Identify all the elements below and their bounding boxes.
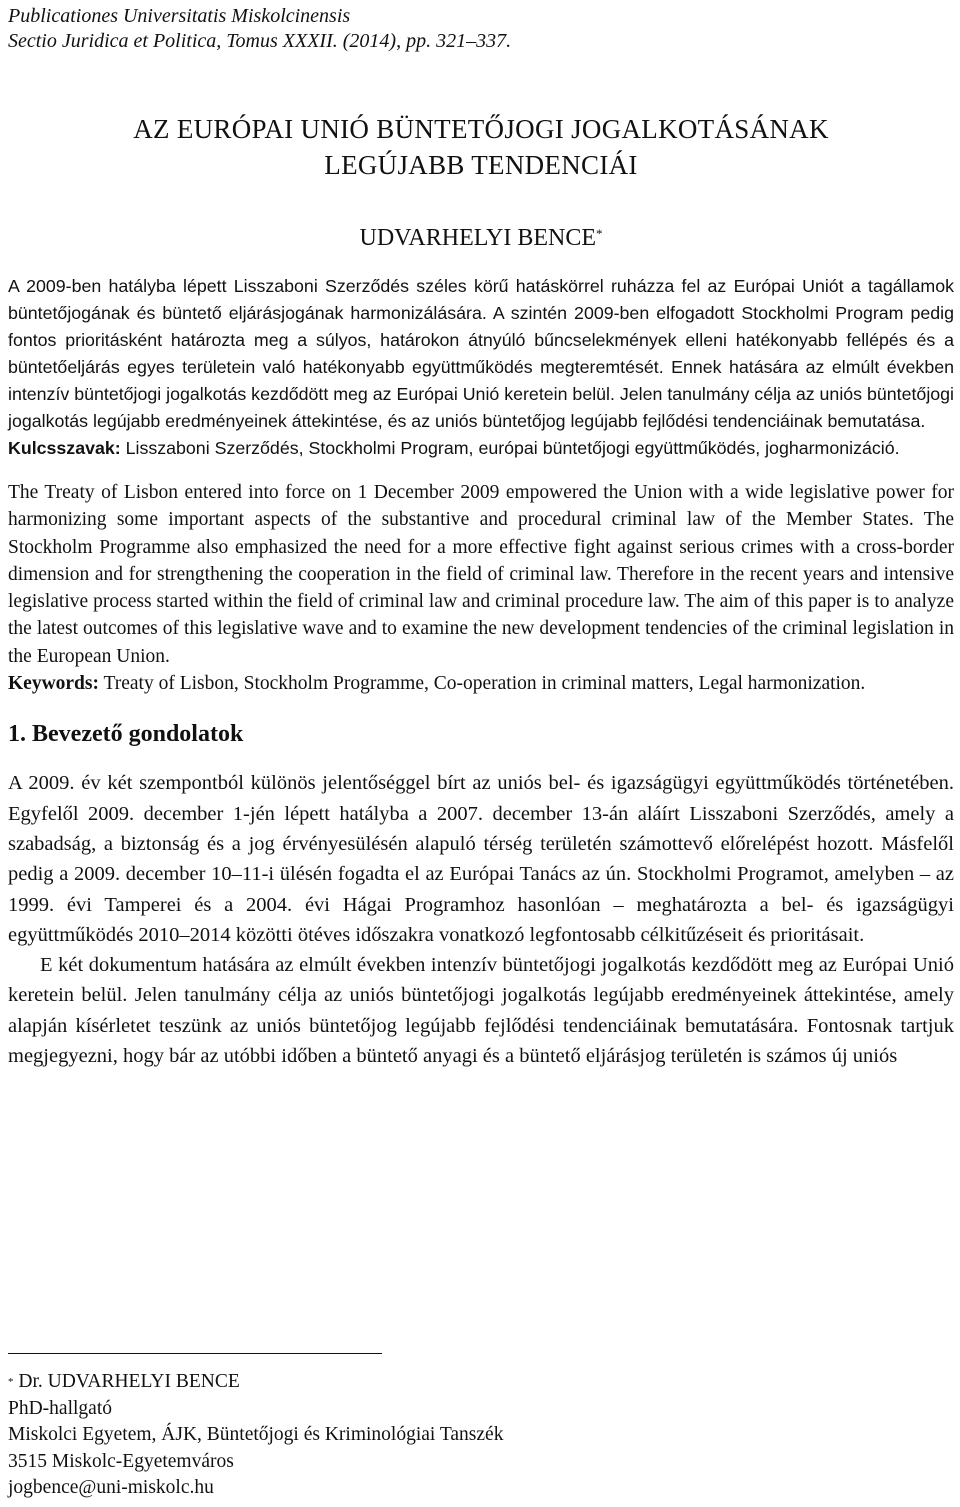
journal-header [8, 4, 954, 54]
section-heading: 1. Bevezető gondolatok [8, 721, 244, 748]
abstract-english [8, 479, 954, 697]
keywords-en [8, 670, 954, 697]
journal-name: Publicationes Universitatis Miskolcinensis [8, 5, 351, 27]
author-footnote-mark: * [595, 226, 603, 241]
abstract-hungarian [8, 273, 954, 462]
keywords-en-text: Treaty of Lisbon, Stockholm Programme, Co-operation in criminal matters, Legal harmonization. [99, 673, 866, 695]
section-body [8, 768, 954, 1071]
abstract-hu-text: A 2009-ben hatályba lépett Lisszaboni Szerződés széles körű hatáskörrel ruházza fel az Európai Uniót a tagállamok büntetőjogának és büntető eljárásjogának harmonizálására. A szintén 2009-ben elfogadott Stockholmi Program pedig fontos prioritásként határozta meg a súlyos, határokon átnyúló bűncselekmények elleni hatékonyabb fellépés és a büntetőeljárás egyes területein való hatékonyabb együttműködés megteremtését. Ennek hatására az elmúlt években intenzív büntetőjogi jogalkotás kezdődött meg az Európai Unió keretein belül. Jelen tanulmány célja az uniós büntetőjogi jogalkotás legújabb eredményeinek áttekintése, és az uniós büntetőjog legújabb fejlődési tendenciáinak bemutatása. [8, 276, 954, 431]
author-name: UDVARHELYI BENCE [359, 225, 596, 251]
title-line-2: LEGÚJABB TENDENCIÁI [324, 150, 638, 180]
author-line [8, 223, 954, 253]
keywords-hu [8, 435, 954, 462]
paper-title [8, 111, 954, 183]
keywords-en-label: Keywords: [8, 673, 99, 695]
footnote-author [8, 1369, 503, 1396]
journal-volume: Sectio Juridica et Politica, Tomus XXXII. (2014), pp. 321–337. [8, 30, 512, 52]
footnote-divider [8, 1353, 382, 1354]
footnote-address: 3515 Miskolc-Egyetemváros [8, 1450, 234, 1472]
footnote-mark: * [8, 1376, 14, 1388]
body-paragraph-1: A 2009. év két szempontból különös jelentőséggel bírt az uniós bel- és igazságügyi együttműködés történetében. Egyfelől 2009. december 1-jén lépett hatályba a 2007. december 13-án aláírt Lisszaboni Szerződés, amely a szabadság, a biztonság és a jog érvényesülésén alapuló térség területén számottevő előrelépést hozott. Másfelől pedig a 2009. december 10–11-i ülésén fogadta el az Európai Tanács az ún. Stockholmi Programot, amelyben – az 1999. évi Tamperei és a 2004. évi Hágai Programhoz hasonlóan – meghatározta a bel- és igazságügyi együttműködés 2010–2014 közötti ötéves időszakra vonatkozó legfontosabb célkitűzéseit és prioritásait. [8, 772, 954, 946]
keywords-hu-label: Kulcsszavak: [8, 438, 121, 458]
title-line-1: AZ EURÓPAI UNIÓ BÜNTETŐJOGI JOGALKOTÁSÁNAK [133, 114, 829, 144]
footnote [8, 1369, 503, 1502]
body-paragraph-2: E két dokumentum hatására az elmúlt években intenzív büntetőjogi jogalkotás kezdődött meg az Európai Unió keretein belül. Jelen tanulmány célja az uniós büntetőjogi jogalkotás legújabb eredményeinek áttekintése, amely alapján kísérletet teszünk az uniós büntetőjog legújabb fejlődési tendenciáinak bemutatására. Fontosnak tartjuk megjegyezni, hogy bár az utóbbi időben a büntető anyagi és a büntető eljárásjog területén is számos új uniós [8, 954, 954, 1068]
keywords-hu-text: Lisszaboni Szerződés, Stockholmi Program, európai büntetőjogi együttműködés, jogharmonizáció. [120, 438, 900, 458]
abstract-en-text: The Treaty of Lisbon entered into force on 1 December 2009 empowered the Union with a wide legislative power for harmonizing some important aspects of the substantive and procedural criminal law of the Member States. The Stockholm Programme also emphasized the need for a more effective fight against serious crimes with a cross-border dimension and for strengthening the cooperation in the field of criminal law. Therefore in the recent years and intensive legislative process started within the field of criminal law and criminal procedure law. The aim of this paper is to analyze the latest outcomes of this legislative wave and to examine the new development tendencies of the criminal legislation in the European Union. [8, 482, 954, 667]
footnote-affiliation: Miskolci Egyetem, ÁJK, Büntetőjogi és Kriminológiai Tanszék [8, 1424, 504, 1445]
footnote-name: Dr. UDVARHELYI BENCE [13, 1371, 240, 1392]
paper-page [8, 0, 954, 1507]
footnote-position: PhD-hallgató [8, 1397, 112, 1419]
footnote-email: jogbence@uni-miskolc.hu [8, 1477, 214, 1498]
